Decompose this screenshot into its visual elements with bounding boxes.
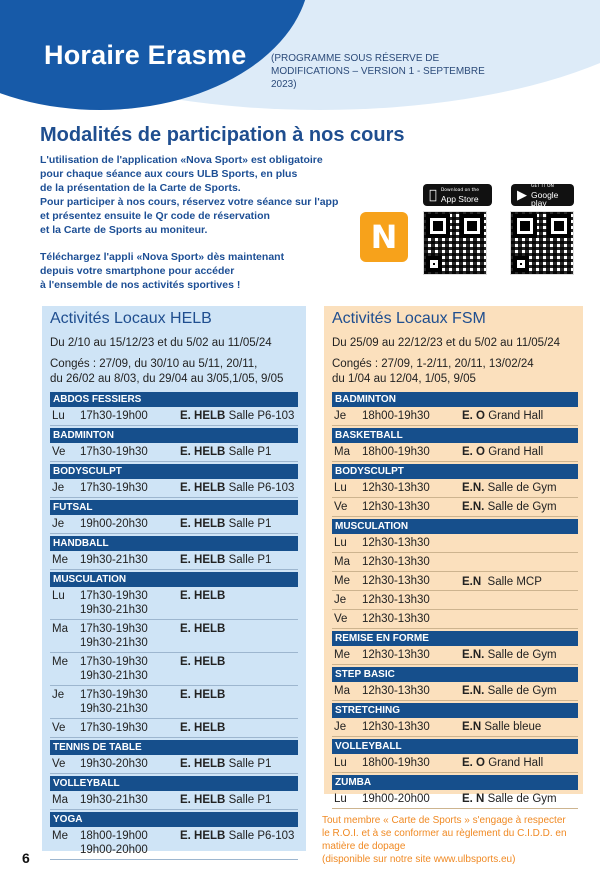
time-cell: 17h30-19h30 19h30-21h30 [80, 656, 148, 682]
location-room: Salle de Gym [484, 793, 557, 805]
schedule-row [332, 682, 578, 701]
location-cell [462, 407, 578, 425]
category-header: BADMINTON [50, 428, 298, 443]
schedule-row [332, 754, 578, 773]
location-building: E. O [462, 446, 486, 458]
category-header: ABDOS FESSIERS [50, 392, 298, 407]
app-store-caption: Download on the [433, 188, 472, 193]
category-rows [332, 479, 578, 517]
category-header: VOLLEYBALL [50, 776, 298, 791]
category-rows [332, 790, 578, 809]
location-cell [180, 686, 298, 718]
fsm-schedule [332, 390, 578, 809]
time-cell: 17h30-19h00 [80, 410, 148, 422]
category-header: FUTSAL [50, 500, 298, 515]
category-rows [50, 791, 298, 810]
location-building: E.N [462, 575, 482, 588]
day-cell: Je [334, 721, 347, 733]
time-cell: 19h00-20h00 [362, 793, 430, 805]
day-cell: Je [52, 482, 65, 494]
location-cell [462, 754, 578, 772]
category-rows [332, 646, 578, 665]
category-header: YOGA [50, 812, 298, 827]
location-cell [462, 479, 578, 497]
intro-paragraph-1: L'utilisation de l'application «Nova Sport» est obligatoire pour chaque séance aux cours ULB Sports, en plus de la présentation de la Carte de Sports. Pour participer à nos cours, réservez votre séance sur l'app et présentez ensuite le Qr code de réservation et la Carte de Sports au moniteur. [40, 154, 339, 236]
category-rows [50, 515, 298, 534]
category-header: BASKETBALL [332, 428, 578, 443]
schedule-row [50, 791, 298, 810]
helb-schedule [50, 390, 298, 860]
location-building: E. HELB [180, 446, 226, 458]
location-building: E.N. [462, 685, 485, 697]
time-cell: 18h00-19h30 [362, 757, 430, 769]
time-cell: 12h30-13h30 [362, 482, 430, 494]
location-building: E. HELB [180, 623, 226, 635]
fsm-conges: Congés : 27/09, 1-2/11, 20/11, 13/02/24 du 1/04 au 12/04, 1/05, 9/05 [332, 358, 534, 385]
time-cell: 17h30-19h30 19h30-21h30 [80, 689, 148, 715]
day-cell: Lu [334, 537, 347, 549]
page-number: 6 [22, 850, 30, 866]
helb-title: Activités Locaux HELB [50, 310, 212, 327]
google-play-caption: GET IT ON [531, 184, 554, 189]
day-cell: Je [334, 594, 347, 606]
location-cell [462, 498, 578, 516]
day-cell: Je [334, 410, 347, 422]
category-header: MUSCULATION [332, 519, 578, 534]
location-cell [462, 443, 578, 461]
location-cell [180, 827, 298, 859]
location-building: E. HELB [180, 758, 226, 770]
location-building: E. HELB [180, 590, 226, 602]
time-cell: 12h30-13h30 [362, 575, 430, 587]
time-cell: 17h30-19h30 19h30-21h30 [80, 623, 148, 649]
category-header: STEP BASIC [332, 667, 578, 682]
schedule-row [50, 653, 298, 686]
location-room: Grand Hall [485, 446, 544, 458]
category-header: VOLLEYBALL [332, 739, 578, 754]
footer-note: Tout membre « Carte de Sports » s'engage à respecter le R.O.I. et à se conformer au règlement du C.I.D.D. en matière de dopage (disponible sur notre site www.ulbsports.eu) [322, 815, 567, 865]
app-store-label: App Store [433, 194, 471, 204]
location-cell [180, 620, 298, 652]
location-cell [180, 551, 298, 569]
location-room: Salle MCP [481, 575, 542, 588]
category-rows [332, 682, 578, 701]
intro-body [40, 153, 360, 292]
location-building: E. N [462, 793, 485, 805]
location-cell [180, 407, 298, 425]
day-cell: Lu [52, 590, 65, 602]
time-cell: 12h30-13h30 [362, 721, 430, 733]
category-header: TENNIS DE TABLE [50, 740, 298, 755]
location-room: Salle de Gym [484, 685, 557, 697]
fsm-panel [324, 306, 583, 805]
day-cell: Me [334, 649, 350, 661]
location-cell [180, 791, 298, 809]
day-cell: Lu [334, 482, 347, 494]
merged-location-cell [462, 534, 542, 629]
location-building: E. HELB [180, 410, 226, 422]
category-header: REMISE EN FORME [332, 631, 578, 646]
schedule-row [50, 587, 298, 620]
fsm-dates: Du 25/09 au 22/12/23 et du 5/02 au 11/05/24 [332, 337, 561, 349]
location-building: E. HELB [180, 518, 226, 530]
category-rows [50, 479, 298, 498]
schedule-row [332, 790, 578, 809]
location-building: E. HELB [180, 722, 226, 734]
category-header: ZUMBA [332, 775, 578, 790]
location-building: E. O [462, 410, 486, 422]
location-cell [180, 719, 298, 737]
schedule-row [50, 755, 298, 774]
schedule-row [50, 551, 298, 570]
app-store-qr-code [423, 211, 487, 275]
category-header: BADMINTON [332, 392, 578, 407]
helb-conges: Congés : 27/09, du 30/10 au 5/11, 20/11, du 26/02 au 8/03, du 29/04 au 3/05,1/05, 9/05 [50, 358, 284, 385]
day-cell: Ve [52, 446, 66, 458]
day-cell: Lu [52, 410, 65, 422]
location-building: E. O [462, 757, 486, 769]
time-cell: 12h30-13h30 [362, 594, 430, 606]
schedule-row [50, 686, 298, 719]
category-rows [50, 443, 298, 462]
location-building: E.N. [462, 649, 485, 661]
day-cell: Ma [52, 623, 68, 635]
location-room: Salle P6-103 [225, 410, 295, 422]
time-cell: 12h30-13h30 [362, 501, 430, 513]
category-rows [50, 407, 298, 426]
day-cell: Ma [334, 685, 350, 697]
day-cell: Me [52, 656, 68, 668]
location-room: Salle P1 [225, 518, 272, 530]
location-building: E.N [462, 721, 482, 733]
time-cell: 12h30-13h30 [362, 685, 430, 697]
day-cell: Ma [52, 794, 68, 806]
location-building: E. HELB [180, 794, 226, 806]
helb-dates: Du 2/10 au 15/12/23 et du 5/02 au 11/05/24 [50, 337, 272, 349]
location-room: Grand Hall [485, 410, 544, 422]
intro-title: Modalités de participation à nos cours [40, 124, 405, 146]
category-rows [332, 407, 578, 426]
category-rows [332, 443, 578, 462]
category-header: BODYSCULPT [50, 464, 298, 479]
location-cell [462, 682, 578, 700]
schedule-row [50, 515, 298, 534]
location-building: E. HELB [180, 554, 226, 566]
schedule-row [332, 718, 578, 737]
app-store-badge[interactable] [423, 184, 492, 206]
category-header: MUSCULATION [50, 572, 298, 587]
category-rows [332, 534, 578, 629]
location-cell [180, 587, 298, 619]
day-cell: Me [334, 575, 350, 587]
time-cell: 12h30-13h30 [362, 537, 430, 549]
play-icon: ▶ [517, 187, 527, 203]
location-cell [180, 653, 298, 685]
time-cell: 17h30-19h30 [80, 482, 148, 494]
nova-sport-logo: N [360, 212, 408, 262]
location-room: Salle de Gym [484, 482, 557, 494]
day-cell: Je [52, 518, 65, 530]
day-cell: Me [52, 830, 68, 842]
intro-paragraph-2: Téléchargez l'appli «Nova Sport» dès maintenant depuis votre smartphone pour accéder à l'ensemble de nos activités sportives ! [40, 251, 285, 291]
day-cell: Lu [334, 757, 347, 769]
location-room: Salle P1 [225, 554, 272, 566]
location-building: E. HELB [180, 830, 226, 842]
location-building: E.N. [462, 482, 485, 494]
schedule-row [332, 443, 578, 462]
time-cell: 17h30-19h30 19h30-21h30 [80, 590, 148, 616]
location-room: Salle P6-103 [225, 830, 295, 842]
time-cell: 12h30-13h30 [362, 649, 430, 661]
time-cell: 18h00-19h30 [362, 410, 430, 422]
location-cell [462, 718, 578, 736]
location-room: Salle P6-103 [225, 482, 295, 494]
time-cell: 19h30-20h30 [80, 758, 148, 770]
location-room: Salle P1 [225, 446, 272, 458]
category-rows [50, 755, 298, 774]
location-cell [180, 515, 298, 533]
location-room: Salle P1 [225, 758, 272, 770]
category-rows [50, 827, 298, 860]
location-room: Salle de Gym [484, 649, 557, 661]
day-cell: Ve [334, 501, 348, 513]
day-cell: Lu [334, 793, 347, 805]
location-building: E. HELB [180, 656, 226, 668]
day-cell: Me [52, 554, 68, 566]
page-subtitle: (PROGRAMME SOUS RÉSERVE DE MODIFICATIONS – VERSION 1 - SEPTEMBRE 2023) [271, 53, 485, 90]
day-cell: Ve [52, 722, 66, 734]
day-cell: Ma [334, 556, 350, 568]
time-cell: 17h30-19h30 [80, 446, 148, 458]
helb-panel [42, 306, 306, 856]
schedule-row [50, 719, 298, 738]
google-play-badge[interactable] [511, 184, 574, 206]
google-play-label: Google play [531, 190, 559, 208]
location-cell [462, 646, 578, 664]
schedule-row [332, 479, 578, 498]
day-cell: Ma [334, 446, 350, 458]
category-rows [50, 551, 298, 570]
category-rows [50, 587, 298, 738]
time-cell: 19h30-21h30 [80, 794, 148, 806]
schedule-row [50, 827, 298, 860]
category-header: BODYSCULPT [332, 464, 578, 479]
location-cell [180, 443, 298, 461]
location-room: Grand Hall [485, 757, 544, 769]
schedule-row [50, 479, 298, 498]
time-cell: 17h30-19h30 [80, 722, 148, 734]
schedule-row [50, 407, 298, 426]
schedule-row [332, 498, 578, 517]
day-cell: Ve [52, 758, 66, 770]
schedule-row [332, 407, 578, 426]
fsm-title: Activités Locaux FSM [332, 310, 486, 327]
location-room: Salle bleue [481, 721, 542, 733]
location-building: E.N. [462, 501, 485, 513]
google-play-qr-code [510, 211, 574, 275]
time-cell: 18h00-19h00 19h00-20h00 [80, 830, 148, 856]
location-cell [462, 790, 578, 808]
schedule-row [50, 443, 298, 462]
location-room: Salle de Gym [484, 501, 557, 513]
location-building: E. HELB [180, 482, 226, 494]
location-cell [180, 479, 298, 497]
location-room: Salle P1 [225, 794, 272, 806]
location-cell [180, 755, 298, 773]
category-rows [332, 718, 578, 737]
location-building: E. HELB [180, 689, 226, 701]
time-cell: 18h00-19h30 [362, 446, 430, 458]
schedule-row [332, 646, 578, 665]
schedule-row [50, 620, 298, 653]
category-header: HANDBALL [50, 536, 298, 551]
day-cell: Je [52, 689, 65, 701]
category-header: STRETCHING [332, 703, 578, 718]
time-cell: 19h30-21h30 [80, 554, 148, 566]
time-cell: 12h30-13h30 [362, 556, 430, 568]
page-title: Horaire Erasme [44, 40, 247, 70]
time-cell: 19h00-20h30 [80, 518, 148, 530]
category-rows [332, 754, 578, 773]
time-cell: 12h30-13h30 [362, 613, 430, 625]
apple-icon [429, 189, 437, 202]
day-cell: Ve [334, 613, 348, 625]
